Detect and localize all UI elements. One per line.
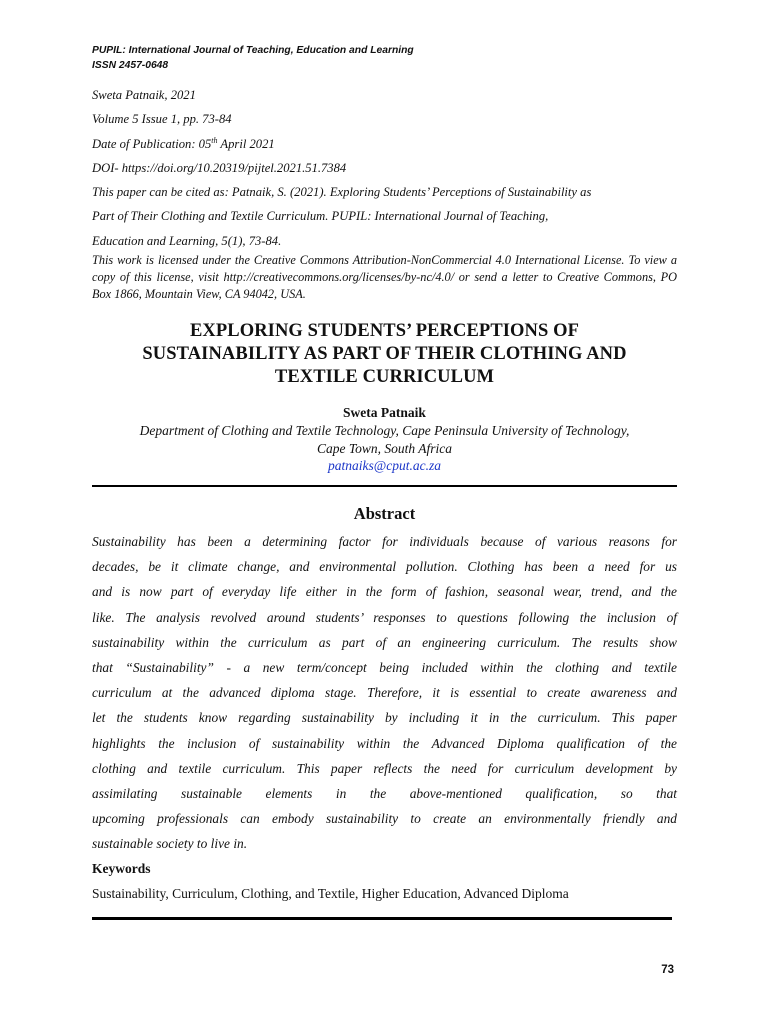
license-notice: This work is licensed under the Creative Commons Attribution-NonCommercial 4.0 International License. To view a copy of this license, visit http://creativecommons.org/licenses/by-nc/4.0/ or send a letter to Creative Commons, PO Box 1866, Mountain View, CA 94042, USA. [92, 253, 677, 301]
affiliation-line: Cape Town, South Africa [316, 440, 453, 456]
citation-line: This paper can be cited as: Patnaik, S. (2021). Exploring Students’ Perceptions of Sustainability as [92, 185, 592, 200]
abstract-line: curriculum at the advanced diploma stage. Therefore, it is essential to create awareness and [92, 685, 677, 701]
citation-line: Part of Their Clothing and Textile Curriculum. PUPIL: International Journal of Teaching, [92, 209, 549, 224]
title-line: SUSTAINABILITY AS PART OF THEIR CLOTHING AND [142, 344, 627, 364]
author-email-link[interactable]: patnaiks@cput.ac.za [328, 458, 441, 473]
author-name: Sweta Patnaik [343, 405, 426, 420]
journal-name: PUPIL: International Journal of Teaching, Education and Learning [92, 45, 414, 56]
abstract-line: assimilating sustainable elements in the above-mentioned qualification, so that [92, 785, 677, 801]
doi-line[interactable]: DOI- https://doi.org/10.20319/pijtel.2021.51.7384 [92, 160, 347, 175]
abstract-line: clothing and textile curriculum. This paper reflects the need for curriculum development by [92, 760, 677, 776]
journal-header [92, 43, 677, 73]
abstract-body [92, 529, 677, 856]
affiliation-line: Department of Clothing and Textile Technology, Cape Peninsula University of Technology, [139, 423, 630, 438]
abstract-heading: Abstract [353, 504, 416, 523]
abstract-line: upcoming professionals can embody sustainability to create an environmentally friendly and [92, 811, 677, 827]
publication-date: Date of Publication: 05th April 2021 [92, 135, 275, 151]
citation-line: Education and Learning, 5(1), 73-84. [92, 233, 282, 248]
keywords-list: Sustainability, Curriculum, Clothing, and Textile, Higher Education, Advanced Diploma [92, 886, 569, 901]
title-line: EXPLORING STUDENTS’ PERCEPTIONS OF [189, 321, 580, 341]
abstract-line: Sustainability has been a determining factor for individuals because of various reasons for [92, 534, 677, 549]
journal-issn: ISSN 2457-0648 [92, 60, 169, 71]
abstract-line: let the students know regarding sustainability by including it in the curriculum. This paper [92, 710, 677, 726]
divider [92, 485, 677, 487]
paper-title [92, 320, 677, 389]
title-line: TEXTILE CURRICULUM [274, 367, 495, 387]
author-year: Sweta Patnaik, 2021 [92, 88, 196, 102]
abstract-line: that “Sustainability” - a new term/concept being included within the clothing and textile [92, 659, 677, 675]
abstract-line: highlights the inclusion of sustainability within the Advanced Diploma qualification of the [92, 735, 677, 751]
divider [92, 917, 672, 920]
abstract-line: sustainability within the curriculum as part of an engineering curriculum. The results show [92, 634, 677, 650]
abstract-line: and is now part of everyday life either in the form of fashion, seasonal wear, trend, and the [92, 584, 677, 600]
abstract-line: sustainable society to live in. [92, 836, 248, 852]
article-metadata [92, 83, 677, 253]
page-number: 73 [661, 964, 674, 976]
paper-page [92, 0, 677, 1024]
keywords-heading: Keywords [92, 861, 151, 876]
abstract-line: like. The analysis revolved around students’ responses to questions following the inclusion of [92, 609, 677, 625]
author-affiliation [92, 422, 677, 457]
abstract-line: decades, be it climate change, and environmental pollution. Clothing has been a need for us [92, 559, 677, 575]
volume-info: Volume 5 Issue 1, pp. 73-84 [92, 112, 232, 127]
